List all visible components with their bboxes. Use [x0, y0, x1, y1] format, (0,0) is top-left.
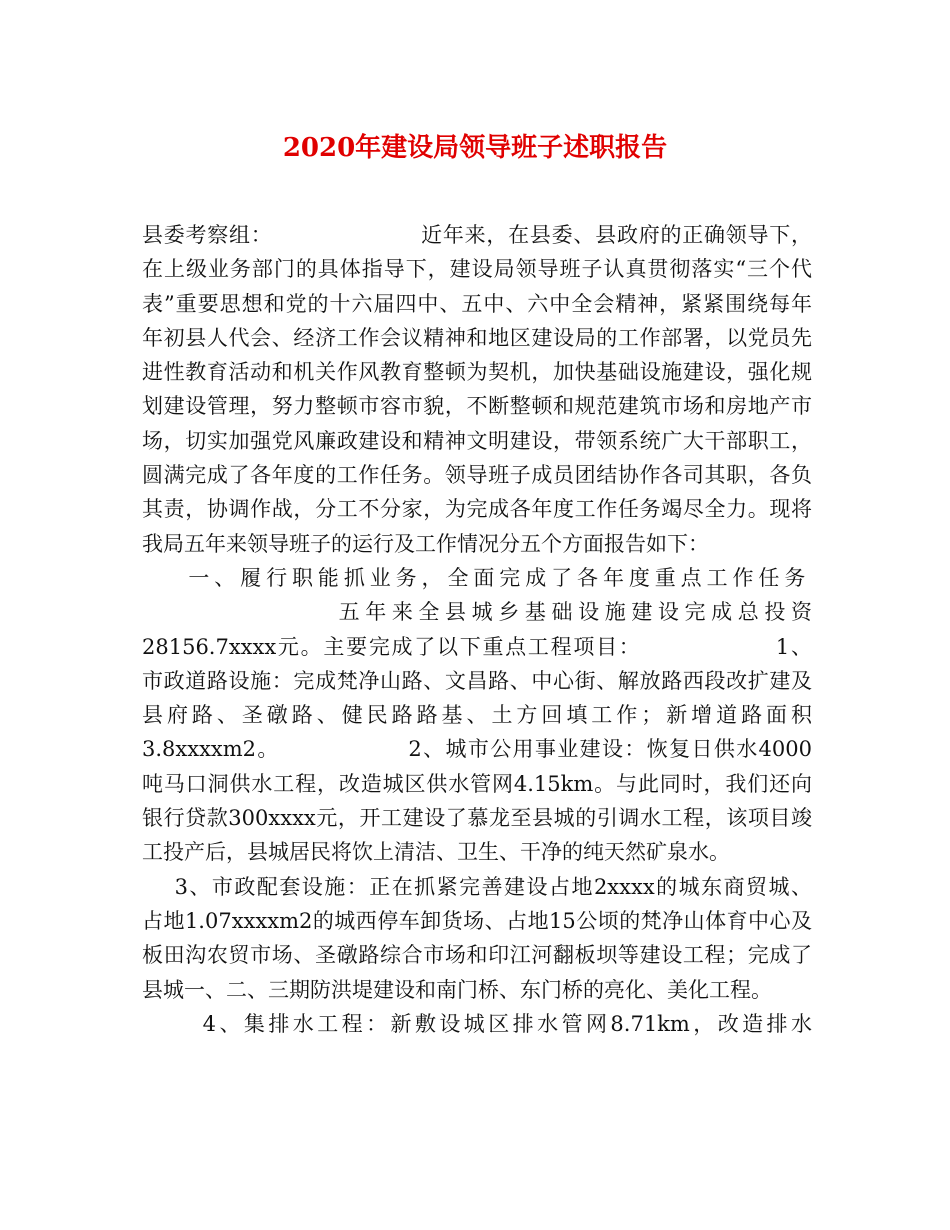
- document-title: 2020年建设局领导班子述职报告: [282, 133, 668, 163]
- paragraph-line: 3.8xxxxm2。 2、城市公用事业建设：恢复日供水4000: [142, 737, 812, 762]
- paragraph-line: 我局五年来领导班子的运行及工作情况分五个方面报告如下：: [142, 531, 709, 556]
- paragraph-line: 年初县人代会、经济工作会议精神和地区建设局的工作部署，以党员先: [142, 325, 812, 350]
- paragraph-line: 占地1.07xxxxm2的城西停车卸货场、占地15公顷的梵净山体育中心及: [142, 908, 812, 933]
- paragraph-line: 板田沟农贸市场、圣礅路综合市场和印江河翻板坝等建设工程；完成了: [142, 943, 812, 968]
- paragraph-line: 一、履行职能抓业务，全面完成了各年度重点工作任务: [142, 565, 812, 590]
- paragraph-line: 吨马口洞供水工程，改造城区供水管网4.15km。与此同时，我们还向: [142, 771, 812, 796]
- paragraph-line: 场，切实加强党风廉政建设和精神文明建设，带领系统广大干部职工，: [142, 428, 812, 453]
- paragraph-line: 五年来全县城乡基础设施建设完成总投资: [142, 600, 812, 625]
- paragraph-line: 银行贷款300xxxx元，开工建设了慕龙至县城的引调水工程，该项目竣: [142, 806, 812, 831]
- paragraph-line: 圆满完成了各年度的工作任务。领导班子成员团结协作各司其职，各负: [142, 463, 812, 488]
- paragraph-line: 在上级业务部门的具体指导下，建设局领导班子认真贯彻落实“三个代: [142, 257, 812, 282]
- paragraph-line: 县城一、二、三期防洪堤建设和南门桥、东门桥的亮化、美化工程。: [142, 977, 772, 1002]
- paragraph-line: 县委考察组： 近年来，在县委、县政府的正确领导下，: [142, 223, 812, 247]
- paragraph-line: 工投产后，县城居民将饮上清洁、卫生、干净的纯天然矿泉水。: [142, 840, 730, 865]
- paragraph-line: 市政道路设施：完成梵净山路、文昌路、中心街、解放路西段改扩建及: [142, 668, 812, 693]
- paragraph-line: 表”重要思想和党的十六届四中、五中、六中全会精神，紧紧围绕每年: [142, 291, 812, 316]
- paragraph-line: 3、市政配套设施：正在抓紧完善建设占地2xxxx的城东商贸城、: [142, 874, 812, 899]
- paragraph-line: 县府路、圣礅路、健民路路基、土方回填工作；新增道路面积: [142, 703, 812, 728]
- paragraph-line: 其责，协调作战，分工不分家，为完成各年度工作任务竭尽全力。现将: [142, 497, 812, 522]
- document-body: [142, 218, 812, 1041]
- paragraph-line: 进性教育活动和机关作风教育整顿为契机，加快基础设施建设，强化规: [142, 360, 812, 385]
- paragraph-line: 4、集排水工程：新敷设城区排水管网8.71km，改造排水: [142, 1011, 812, 1036]
- paragraph-line: 28156.7xxxx元。主要完成了以下重点工程项目： 1、: [142, 634, 812, 659]
- paragraph-line: 划建设管理，努力整顿市容市貌，不断整顿和规范建筑市场和房地产市: [142, 394, 812, 419]
